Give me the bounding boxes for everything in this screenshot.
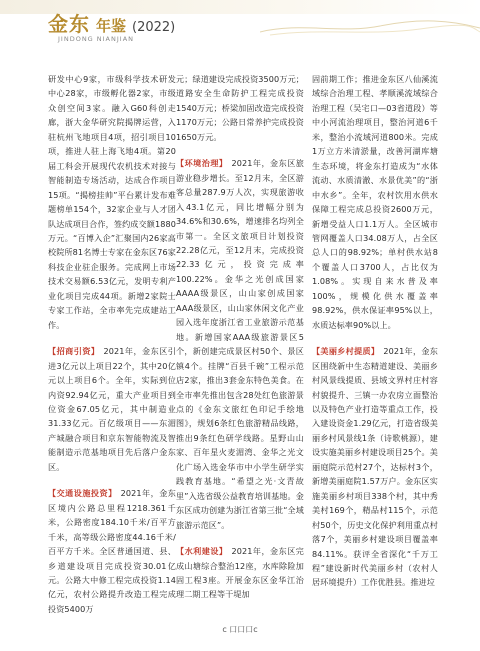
pinyin-subtitle: JINDONG NIANJIAN bbox=[58, 35, 135, 43]
header-decoration bbox=[260, 18, 480, 36]
paragraph-tech-innovation: 研发中心9家，市级科学技术研发中心28家，市级孵化器2家，市级众创空间3家。融入G60科创走廊，浙大金华研究院揭牌运营，入驻杭州飞地项目4项，招引项目10项，推进人驻上海飞地4项。第20届工科会开展现代农机技术对接与智能制造专场活动，达成合作项目15项。“揭榜挂帅”平台累计发布难题榜单154个，32家企业与人才团队达成项目合作，签约成交额1880万元。“百博入企”汇聚国内26家高校院所81名博士专家在金东区76家科技企业驻企服务。完成网上市场技术交易额6.53亿元，发明专利产业化项目完成44项。新增2家院士专家工作站，全市率先完成建站工作。 bbox=[48, 74, 176, 330]
paragraph-text: 2021年，金东区旅游业稳步增长。至12月末，全区游客总量287.9万人次，实现旅游收入43.1亿元，同比增幅分别为34.6%和30.6%，增速排名均列全市第一。全区文旅项目计划投资22.28亿元，至12月末，完成投资22.33亿元，投资完成率100.22%。金华之光创成国家AAAA级景区，山山家创成国家AAA级景区，山山家休闲文化产业园入选年度浙江省工业旅游示范基地。新增国家AAA级旅游景区5个，新创建完成景区村50个、景区镇4个。挂牌“百县千碗”工程示范店2家，推出3套金东特色美食。在全市率先推出包含28处红色旅游景点的《金东文旅红色印记手绘地图》，规划6条红色旅游精品线路，推出9条红色研学线路。星野山山家、百年星火麦湄湾、金华之光文化广场入选金华市中小学生研学实践教育基地。“希望之光·文青故里”入选省级公益教育培训基地。金东区成功创建为浙江省第三批“全域旅游示范区”。 bbox=[176, 158, 304, 530]
text-column-2 bbox=[176, 72, 304, 602]
yearbook-label: 年鉴 bbox=[96, 17, 127, 35]
paragraph-water-continued: 固前期工作；推进金东区八仙溪流域综合治理工程、孝顺溪流域综合治理工程（吴宅口—03省道段）等中小河流治理项目，整治河道6千米，整治小流域河道800米。完成1万立方米清淤量，改善河湖库塘生态环境，将金东打造成为“水体流动、水质清澈、水景优美”的“浙中水乡”。全年，农村饮用水供水保障工程完成总投资2600万元，新增受益人口1.1万人。全区城市管网覆盖人口34.08万人，占全区总人口的98.92%；单村供水站8个覆盖人口3700人，占比仅为1.08%。实现自来水普及率100%，规模化供水覆盖率98.92%，供水保证率95%以上，水质达标率90%以上。 bbox=[312, 74, 438, 330]
paragraph-transport bbox=[48, 486, 176, 616]
paragraph-rural bbox=[312, 344, 438, 590]
page-number: c 口口口c bbox=[222, 625, 258, 634]
text-column-3 bbox=[312, 72, 438, 590]
section-tag-water: 【水利建设】 bbox=[176, 546, 228, 557]
paragraph-investment bbox=[48, 344, 176, 474]
paragraph-text: 2021年，金东区完成山塘综合整治12座，水库除险加固工程3座。开展金东区金华江治理二期工程等干堤加 bbox=[176, 546, 304, 600]
paragraph-text: 2021年，金东区围绕新中生态精道建设、美丽乡村风景线提质、县域文界村庄村容村貌提升、三镇一办农房立面整治以及特色产业打造等重点工作，投入建设资金1.29亿元，打造省级美丽乡村风景线1条（诗歌桃源），建设实施美丽乡村建设项目25个。美丽庭院示范村27个，达标村3个，新增美丽庭院1.57万户。金东区实施美丽乡村项目338个村，其中秀美村169个，精品村115个，示范村50个，历史文化保护利用重点村落7个，美丽乡村建设项目覆盖率84.11%。获评全省深化“千万工程”建设新时代美丽乡村（农村人居环境提升）工作优胜县。推进垃 bbox=[312, 346, 438, 588]
paragraph-text: 2021年，金东区境内公路总里程1218.361千米，公路密度184.10千米/百平方千米，高等级公路密度44.16千米/百平方千米。全区普通国道、县、乡道建设项目完成投资30.01亿元。公路大中修工程完成投资1.14亿元，农村公路提升改造工程完成投资5400万 bbox=[48, 488, 176, 614]
section-tag-transport: 【交通设施投资】 bbox=[48, 488, 117, 499]
section-tag-rural: 【美丽乡村提质】 bbox=[312, 346, 380, 357]
section-tag-investment: 【招商引资】 bbox=[48, 346, 100, 357]
page-header bbox=[0, 0, 480, 52]
section-tag-environment: 【环境治理】 bbox=[176, 158, 228, 169]
paragraph-road-investment: 元；绿道建设完成投资3500万元；道路安全生命防护工程完成投资1540万元；桥梁加固改造完成投资1170万元；公路日常养护完成投资1650万元。 bbox=[176, 74, 304, 142]
paragraph-tourism bbox=[176, 156, 304, 532]
running-title bbox=[48, 8, 175, 36]
brand-name: 金东 bbox=[48, 12, 90, 36]
paragraph-text: 2021年，金东区引进3亿元以上项目22个，其中20亿元以上项目6个。全年，实际到位内资92.94亿元，重大产业项目到位资金67.05亿元，其中制造业31.33亿元。百亿级项目——东湄产城融合项目和京东智能物流及智能制造示范基地项目先后落户金东区。 bbox=[48, 346, 176, 472]
page-footer bbox=[0, 624, 480, 640]
text-column-1 bbox=[48, 72, 176, 616]
year-label: (2022) bbox=[132, 20, 176, 35]
paragraph-water bbox=[176, 544, 304, 602]
